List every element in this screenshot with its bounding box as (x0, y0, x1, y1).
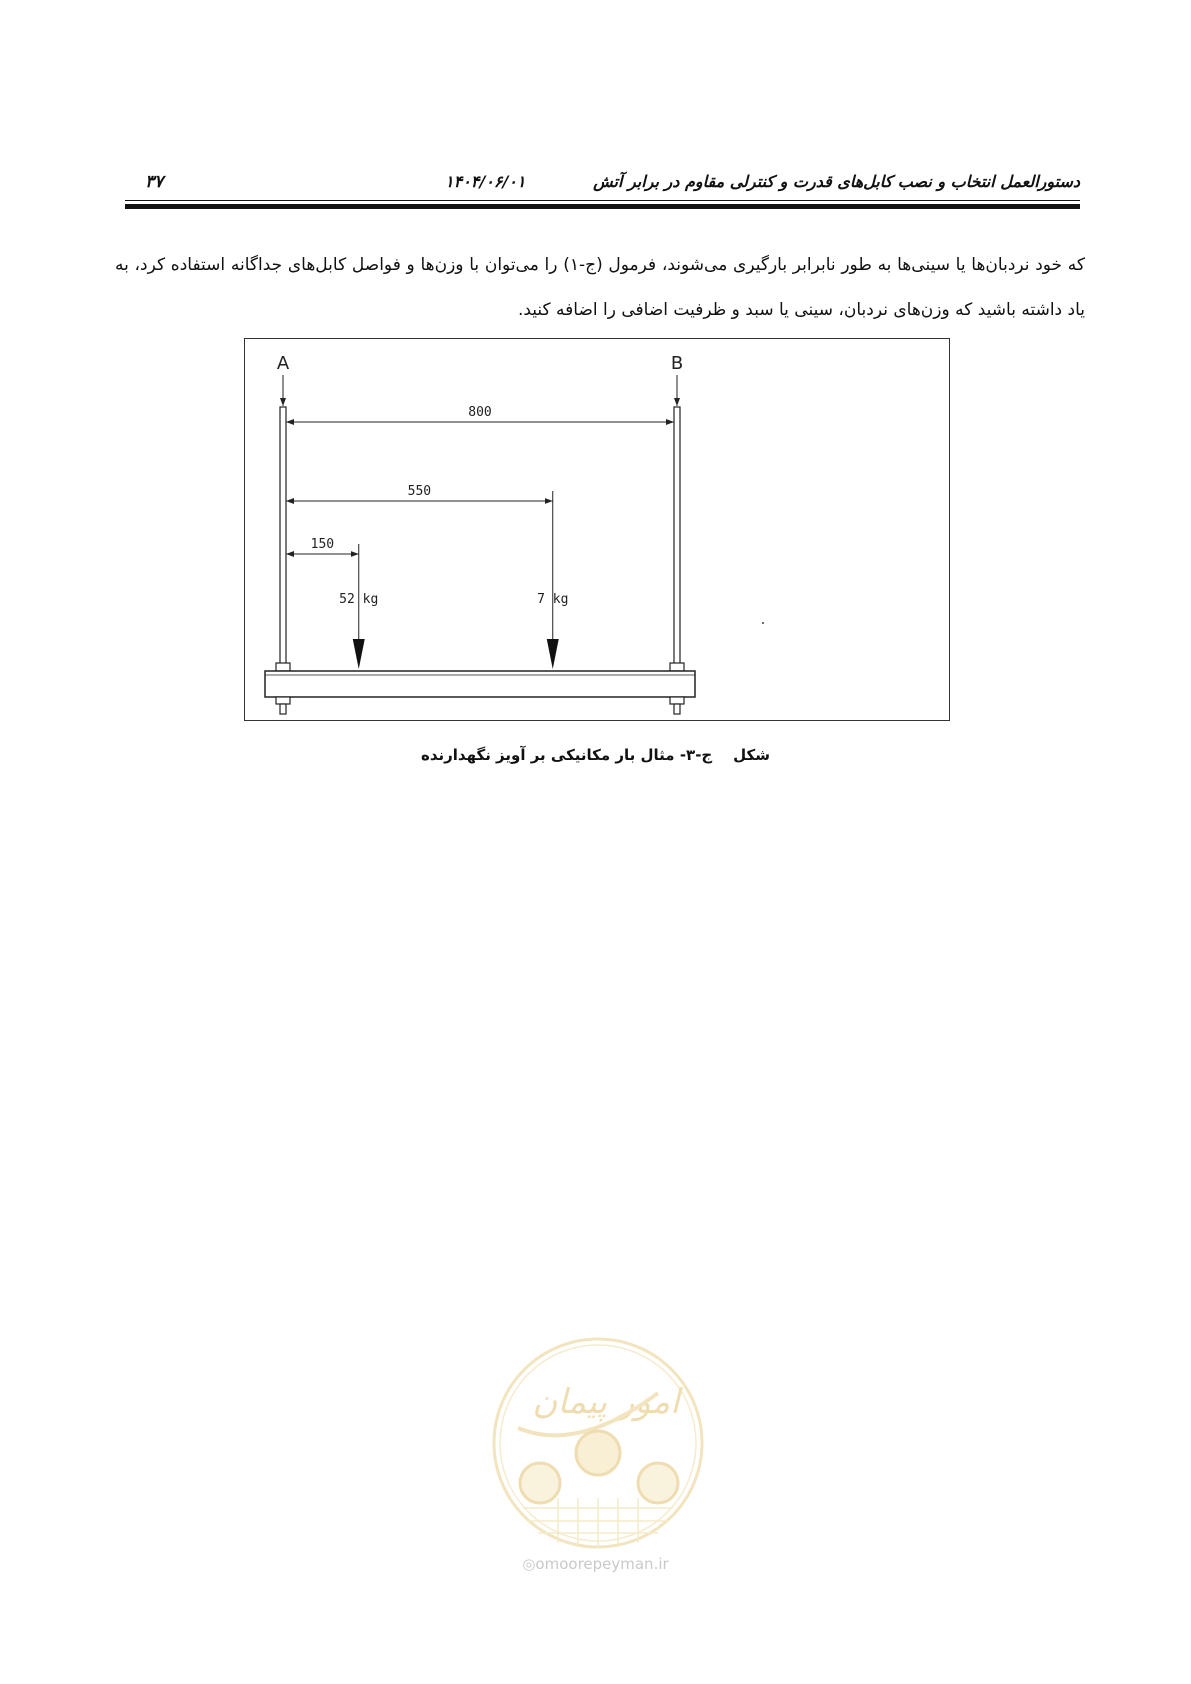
rod-end-b (674, 704, 680, 714)
stray-dot (762, 622, 764, 624)
nut-top-a (276, 663, 290, 671)
globe-icon: ◎ (522, 1555, 536, 1573)
nut-bottom-a (276, 697, 290, 704)
nut-top-b (670, 663, 684, 671)
load-label-1: 52 kg (339, 592, 379, 607)
rod-a (280, 407, 286, 679)
label-a: A (276, 353, 290, 374)
dimension-lines (286, 405, 674, 554)
hanger-load-figure (244, 338, 950, 721)
dimension-label-800: 800 (468, 405, 492, 420)
watermark-logo-text: امور پیمان (532, 1382, 680, 1422)
rod-b (674, 407, 680, 679)
watermark-logo (488, 1333, 708, 1553)
caption-text: ج-۳- مثال بار مکانیکی بر آویز نگهدارنده (420, 746, 713, 764)
hanger-diagram (245, 339, 951, 722)
page-header (125, 172, 1080, 196)
document-date: ۱۴۰۴/۰۶/۰۱ (445, 172, 526, 191)
dimension-label-150: 150 (310, 537, 335, 552)
load-label-2: 7 kg (537, 592, 569, 607)
figure-caption (0, 746, 1191, 764)
rod-end-a (280, 704, 286, 714)
load-arrows (339, 491, 568, 669)
nut-bottom-b (670, 697, 684, 704)
body-paragraph: که خود نردبان‌ها یا سینی‌ها به طور نابرابر بارگیری می‌شوند، فرمول (ج-۱) را می‌توان با وزن‌ها و فواصل کابل‌های جداگانه استفاده کرد، به یاد داشته باشید که وزن‌های نردبان، سینی یا سبد و ظرفیت اضافی را اضافه کنید. (115, 255, 1085, 320)
load-arrowhead-2 (547, 639, 559, 669)
dimension-label-550: 550 (407, 484, 432, 499)
watermark-site: ◎omoorepeyman.ir (522, 1555, 669, 1573)
caption-prefix: شکل (733, 746, 771, 764)
load-arrowhead-1 (353, 639, 365, 669)
header-rule-thick (125, 204, 1080, 209)
document-title: دستورالعمل انتخاب و نصب کابل‌های قدرت و کنترلی مقاوم در برابر آتش (593, 172, 1080, 191)
header-rule-thin (125, 200, 1080, 201)
label-b: B (670, 353, 684, 374)
page-number: ۳۷ (145, 172, 164, 192)
